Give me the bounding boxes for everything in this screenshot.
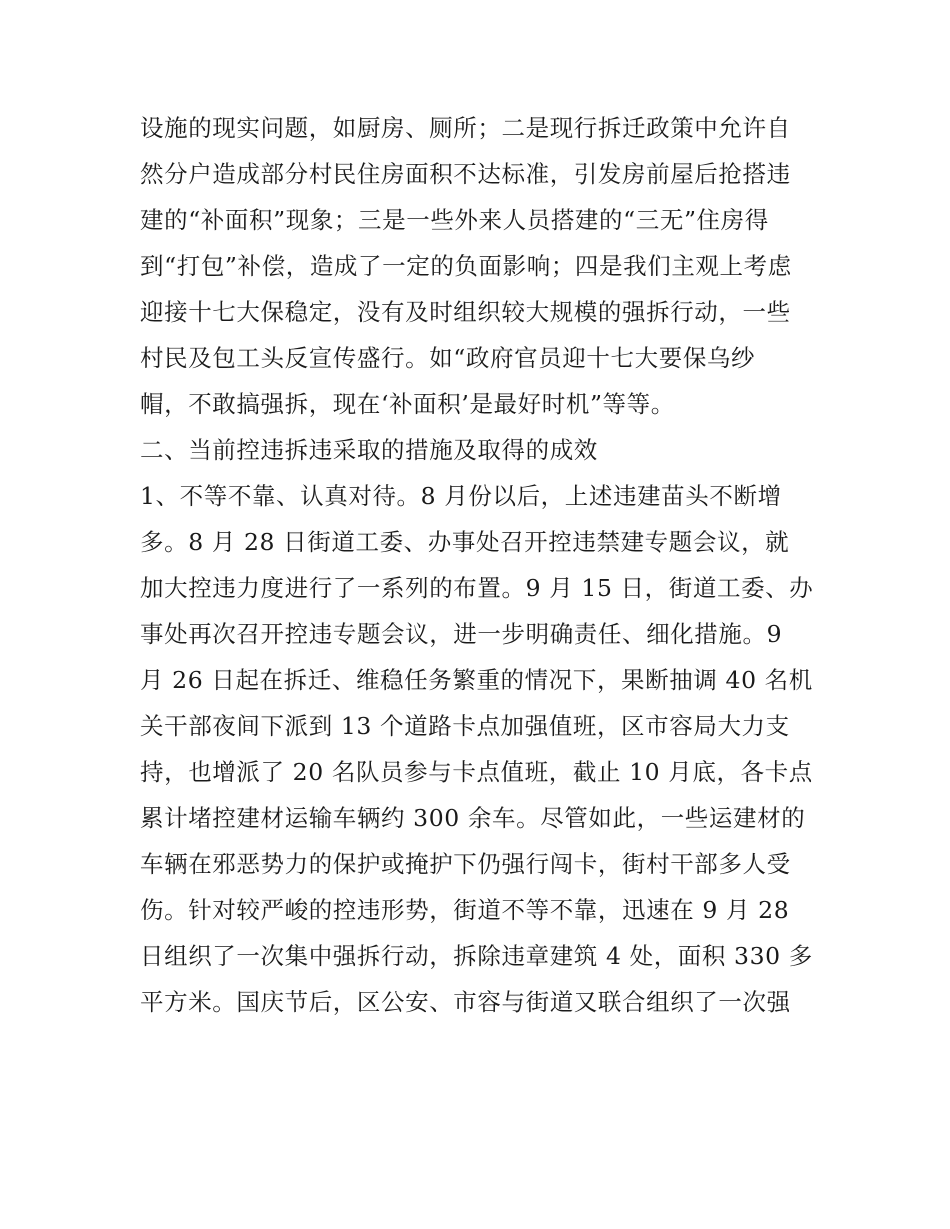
paragraph-line: 加大控违力度进行了一系列的布置。9 月 15 日，街道工委、办 — [140, 574, 814, 602]
paragraph-line: 伤。针对较严峻的控违形势，街道不等不靠，迅速在 9 月 28 — [140, 896, 790, 924]
paragraph-line: 持，也增派了 20 名队员参与卡点值班，截止 10 月底，各卡点 — [140, 758, 813, 786]
paragraph-line: 月 26 日起在拆迁、维稳任务繁重的情况下，果断抽调 40 名机 — [140, 666, 813, 694]
paragraph-line: 日组织了一次集中强拆行动，拆除违章建筑 4 处，面积 330 多 — [140, 942, 813, 970]
paragraph-line: 建的“补面积”现象；三是一些外来人员搭建的“三无”住房得 — [140, 206, 769, 234]
paragraph-line: 事处再次召开控违专题会议，进一步明确责任、细化措施。9 — [140, 620, 783, 648]
paragraph-line: 设施的现实问题，如厨房、厕所；二是现行拆迁政策中允许自 — [140, 114, 791, 142]
document-body — [140, 105, 820, 1025]
paragraph-line: 车辆在邪恶势力的保护或掩护下仍强行闯卡，街村干部多人受 — [140, 850, 791, 878]
paragraph-line: 累计堵控建材运输车辆约 300 余车。尽管如此，一些运建材的 — [140, 804, 806, 832]
paragraph-line: 到“打包”补偿，造成了一定的负面影响；四是我们主观上考虑 — [140, 252, 792, 280]
paragraph-line: 1、不等不靠、认真对待。8 月份以后，上述违建苗头不断增 — [140, 482, 782, 510]
paragraph-line: 平方米。国庆节后，区公安、市容与街道又联合组织了一次强 — [140, 988, 791, 1016]
paragraph-line: 然分户造成部分村民住房面积不达标准，引发房前屋后抢搭违 — [140, 160, 791, 188]
paragraph-line: 多。8 月 28 日街道工委、办事处召开控违禁建专题会议，就 — [140, 528, 790, 556]
paragraph-line: 帽，不敢搞强拆，现在‘补面积’是最好时机”等等。 — [140, 390, 675, 418]
paragraph-line: 迎接十七大保稳定，没有及时组织较大规模的强拆行动，一些 — [140, 298, 791, 326]
paragraph-line: 村民及包工头反宣传盛行。如“政府官员迎十七大要保乌纱 — [140, 344, 756, 372]
paragraph-line: 关干部夜间下派到 13 个道路卡点加强值班，区市容局大力支 — [140, 712, 790, 740]
section-heading: 二、当前控违拆违采取的措施及取得的成效 — [140, 436, 598, 464]
